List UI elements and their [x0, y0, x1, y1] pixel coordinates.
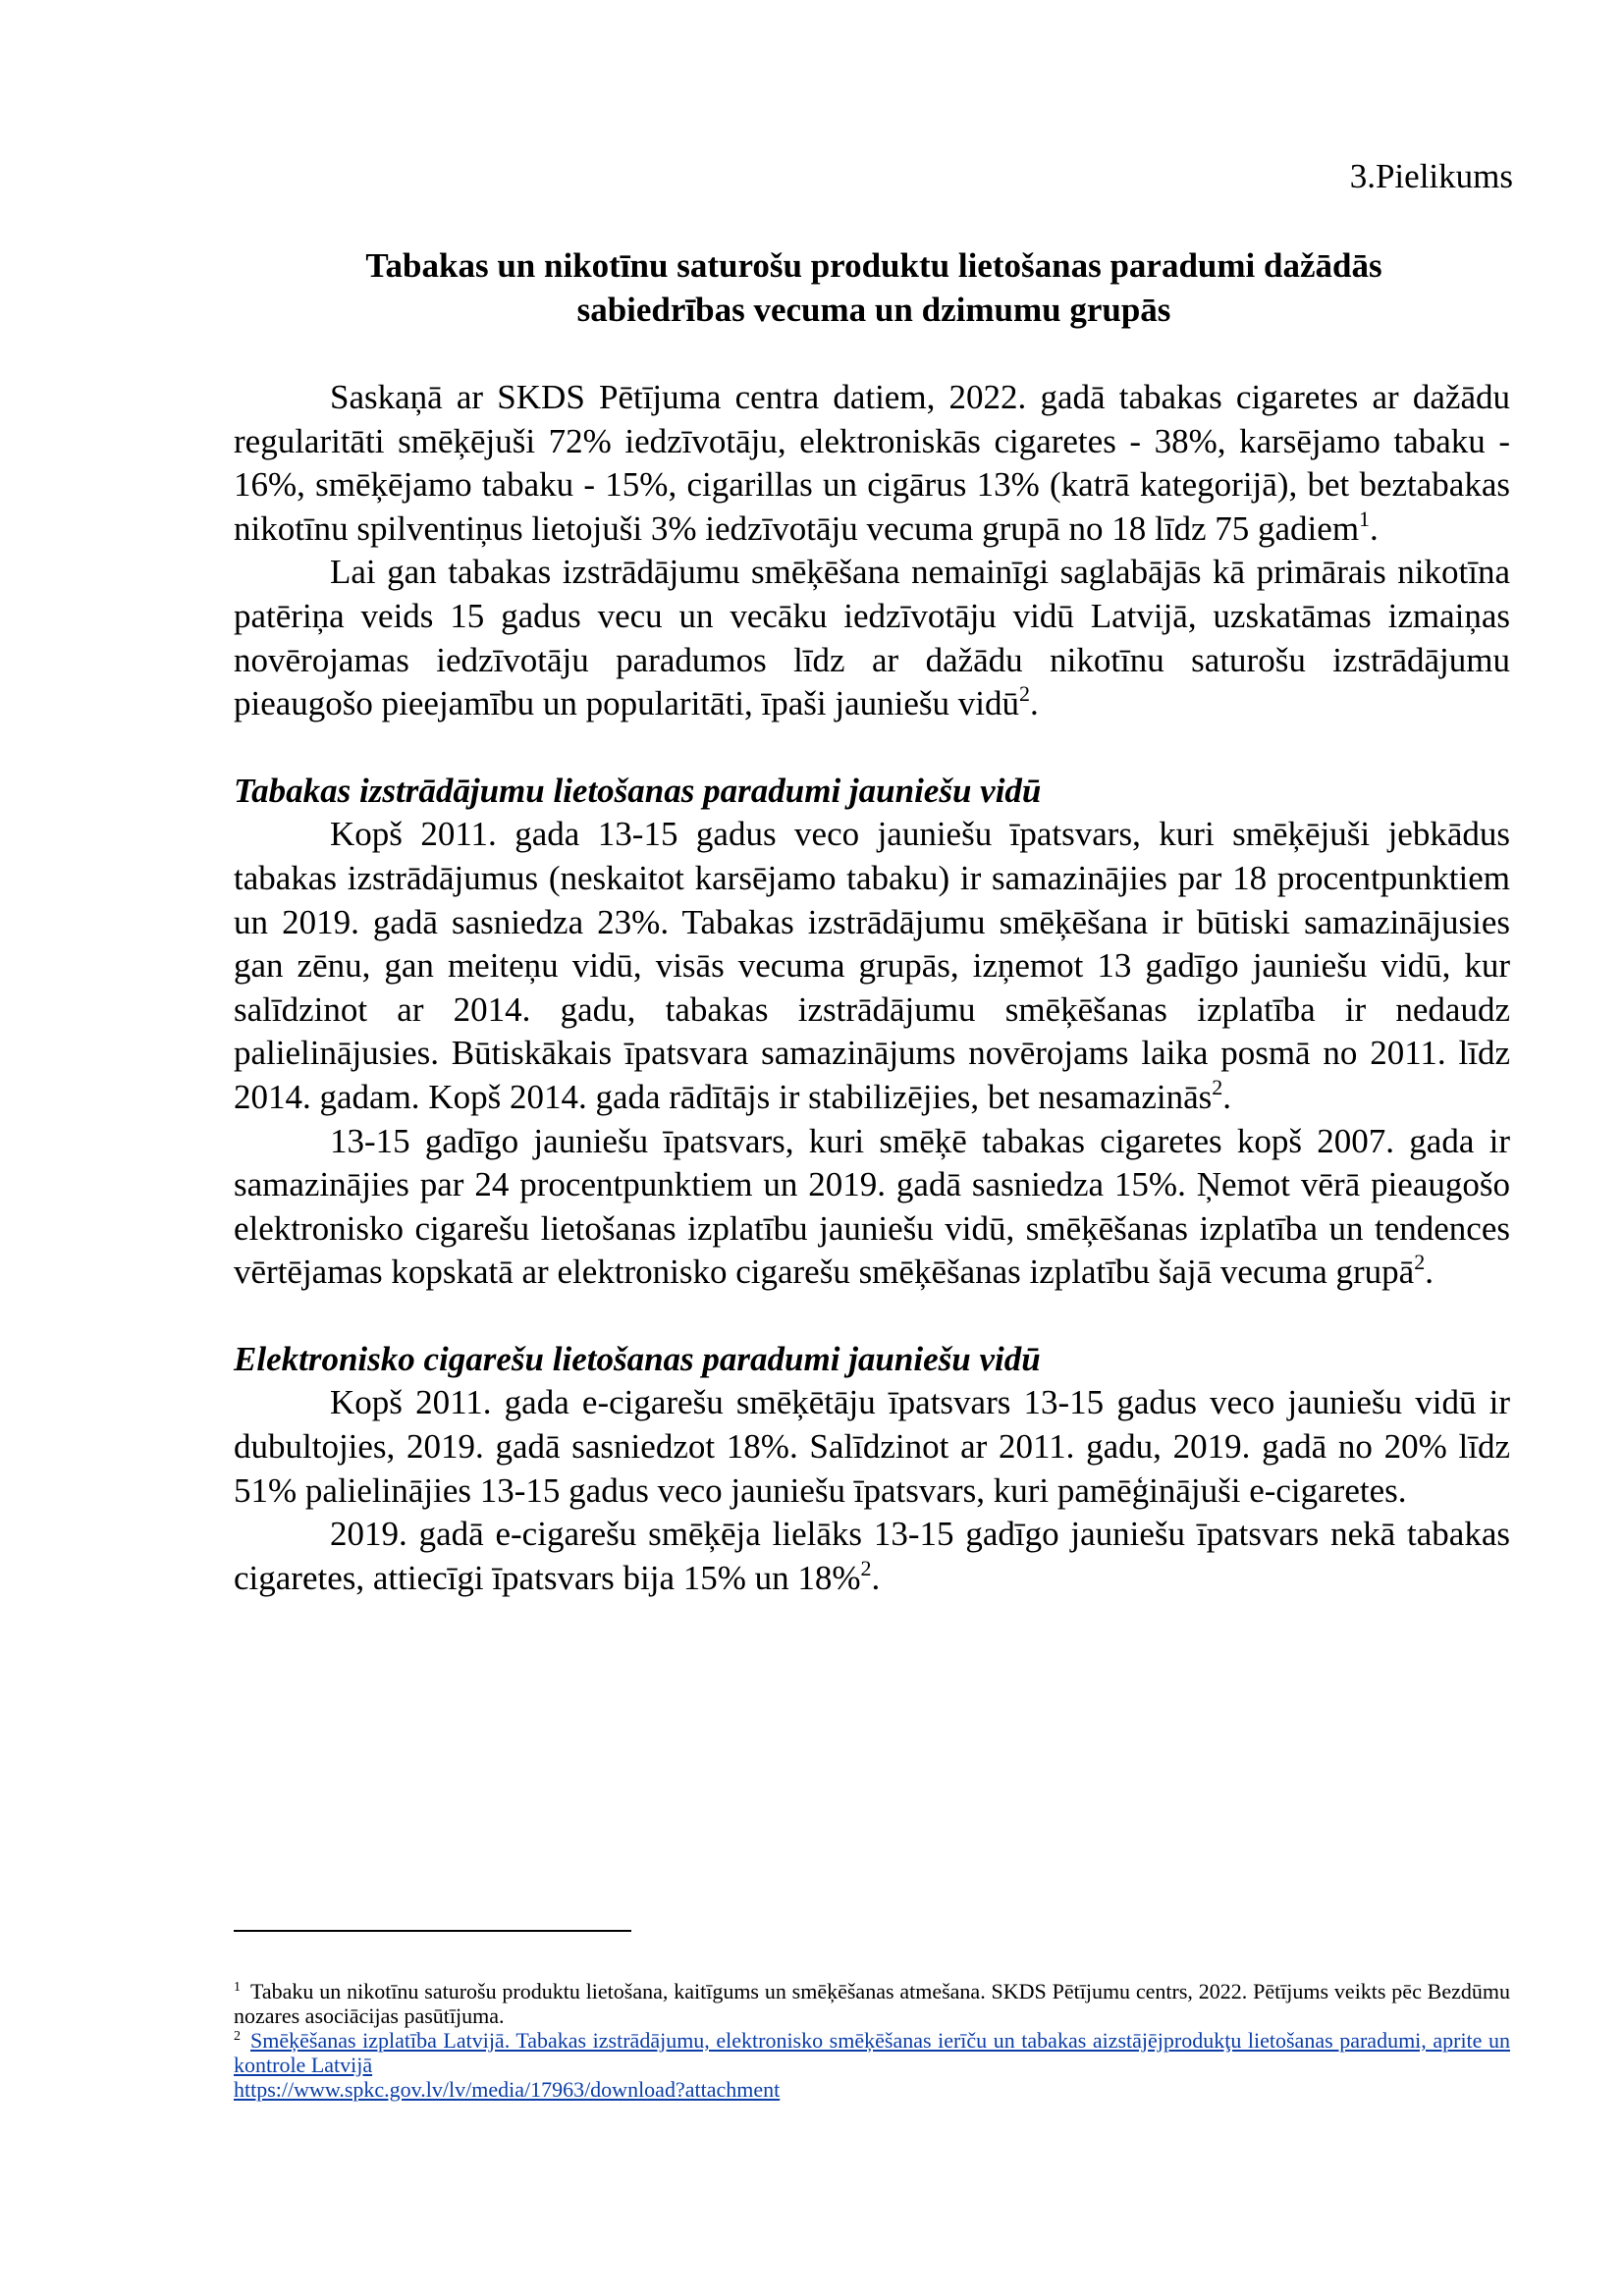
footnotes — [234, 1979, 1510, 2102]
footnote-2-title-link[interactable]: Smēķēšanas izplatība Latvijā. Tabakas izstrādājumu, elektronisko smēķēšanas ierīču un tabakas aizstājējprodukţu lietošanas paradumi, aprite un kontrole Latvijā — [234, 2028, 1510, 2077]
intro-paragraph-1: Saskaņā ar SKDS Pētījuma centra datiem, 2022. gadā tabakas cigaretes ar dažādu regularitāti smēķējuši 72% iedzīvotāju, elektroniskās cigaretes - 38%, karsējamo tabaku - 16%, smēķējamo tabaku - 15%, cigarillas un cigārus 13% (katrā kategorijā), bet beztabakas nikotīnu spilventiņus lietojuši 3% iedzīvotāju vecuma grupā no 18 līdz 75 gadiem$^1$. — [234, 378, 1510, 548]
tobacco-paragraph-2: 13-15 gadīgo jauniešu īpatsvars, kuri smēķē tabakas cigaretes kopš 2007. gada ir samazinājies par 24 procentpunktiem un 2019. gadā sasniedza 15%. Ņemot vērā pieaugošo elektronisko cigarešu lietošanas izplatību jauniešu vidū, smēķēšanas izplatība un tendences vērtējamas kopskatā ar elektronisko cigarešu smēķēšanas izplatību šajā vecuma grupā$^2$. — [234, 1121, 1510, 1292]
intro-paragraph-2: Lai gan tabakas izstrādājumu smēķēšana nemainīgi saglabājās kā primārais nikotīna patēriņa veids 15 gadus vecu un vecāku iedzīvotāju vidū Latvijā, uzskatāmas izmaiņas novērojamas iedzīvotāju paradumos līdz ar dažādu nikotīnu saturošu izstrādājumu pieaugošo pieejamību un popularitāti, īpaši jauniešu vidū$^2$. — [234, 553, 1510, 723]
section-heading-tobacco: Tabakas izstrādājumu lietošanas paradumi jauniešu vidū — [234, 771, 1042, 810]
footnote-separator — [234, 1930, 631, 1932]
footnote-ref: 2 — [1212, 1074, 1223, 1099]
footnote-ref: 2 — [1018, 681, 1030, 707]
e-cigarettes-paragraph-1: Kopš 2011. gada e-cigarešu smēķētāju īpatsvars 13-15 gadus veco jauniešu vidū ir dubultojies, 2019. gadā sasniedzot 18%. Salīdzinot ar 2011. gadu, 2019. gadā no 20% līdz 51% palielinājies 13-15 gadus veco jauniešu īpatsvars, kuri pamēģinājuši e-cigaretes. — [234, 1383, 1510, 1510]
footnote-2-url-link[interactable]: https://www.spkc.gov.lv/lv/media/17963/download?attachment — [234, 2077, 781, 2102]
footnote-ref: 1 — [1359, 506, 1371, 531]
document-body — [234, 376, 1510, 1600]
section-heading-e-cigarettes: Elektronisko cigarešu lietošanas paradumi jauniešu vidū — [234, 1339, 1041, 1378]
footnote-ref: 2 — [860, 1555, 872, 1580]
annex-label: 3.Pielikums — [1349, 157, 1513, 195]
document-title-line-2: sabiedrības vecuma un dzimumu grupās — [576, 291, 1171, 329]
document-title — [236, 243, 1512, 332]
e-cigarettes-paragraph-2: 2019. gadā e-cigarešu smēķēja lielāks 13-15 gadīgo jauniešu īpatsvars nekā tabakas cigaretes, attiecīgi īpatsvars bija 15% un 18%$^2$. — [234, 1515, 1510, 1597]
footnote-1: $^1$ Tabaku un nikotīnu saturošu produktu lietošana, kaitīgums un smēķēšanas atmešana. SKDS Pētījumu centrs, 2022. Pētījums veikts pēc Bezdūmu nozares asociācijas pasūtījuma. — [234, 1979, 1510, 2028]
tobacco-paragraph-1: Kopš 2011. gada 13-15 gadus veco jauniešu īpatsvars, kuri smēķējuši jebkādus tabakas izstrādājumus (neskaitot karsējamo tabaku) ir samazinājies par 18 procentpunktiem un 2019. gadā sasniedza 23%. Tabakas izstrādājumu smēķēšana ir būtiski samazinājusies gan zēnu, gan meiteņu vidū, visās vecuma grupās, izņemot 13 gadīgo jauniešu vidū, kur salīdzinot ar 2014. gadu, tabakas izstrādājumu smēķēšanas izplatība ir nedaudz palielinājusies. Būtiskākais īpatsvara samazinājums novērojams laika posmā no 2011. līdz 2014. gadam. Kopš 2014. gada rādītājs ir stabilizējies, bet nesamazinās$^2$. — [234, 815, 1510, 1116]
document-title-line-1: Tabakas un nikotīnu saturošu produktu lietošanas paradumi dažādās — [365, 246, 1382, 285]
footnote-2: $^2$ Smēķēšanas izplatība Latvijā. Tabakas izstrādājumu, elektronisko smēķēšanas ierīču un tabakas aizstājējprodukţu lietošanas paradumi, aprite un kontrole Latvijā https://www.spkc.gov.lv/lv/media/17963/download?attachment — [234, 2028, 1510, 2102]
footnote-ref: 2 — [1414, 1250, 1426, 1275]
